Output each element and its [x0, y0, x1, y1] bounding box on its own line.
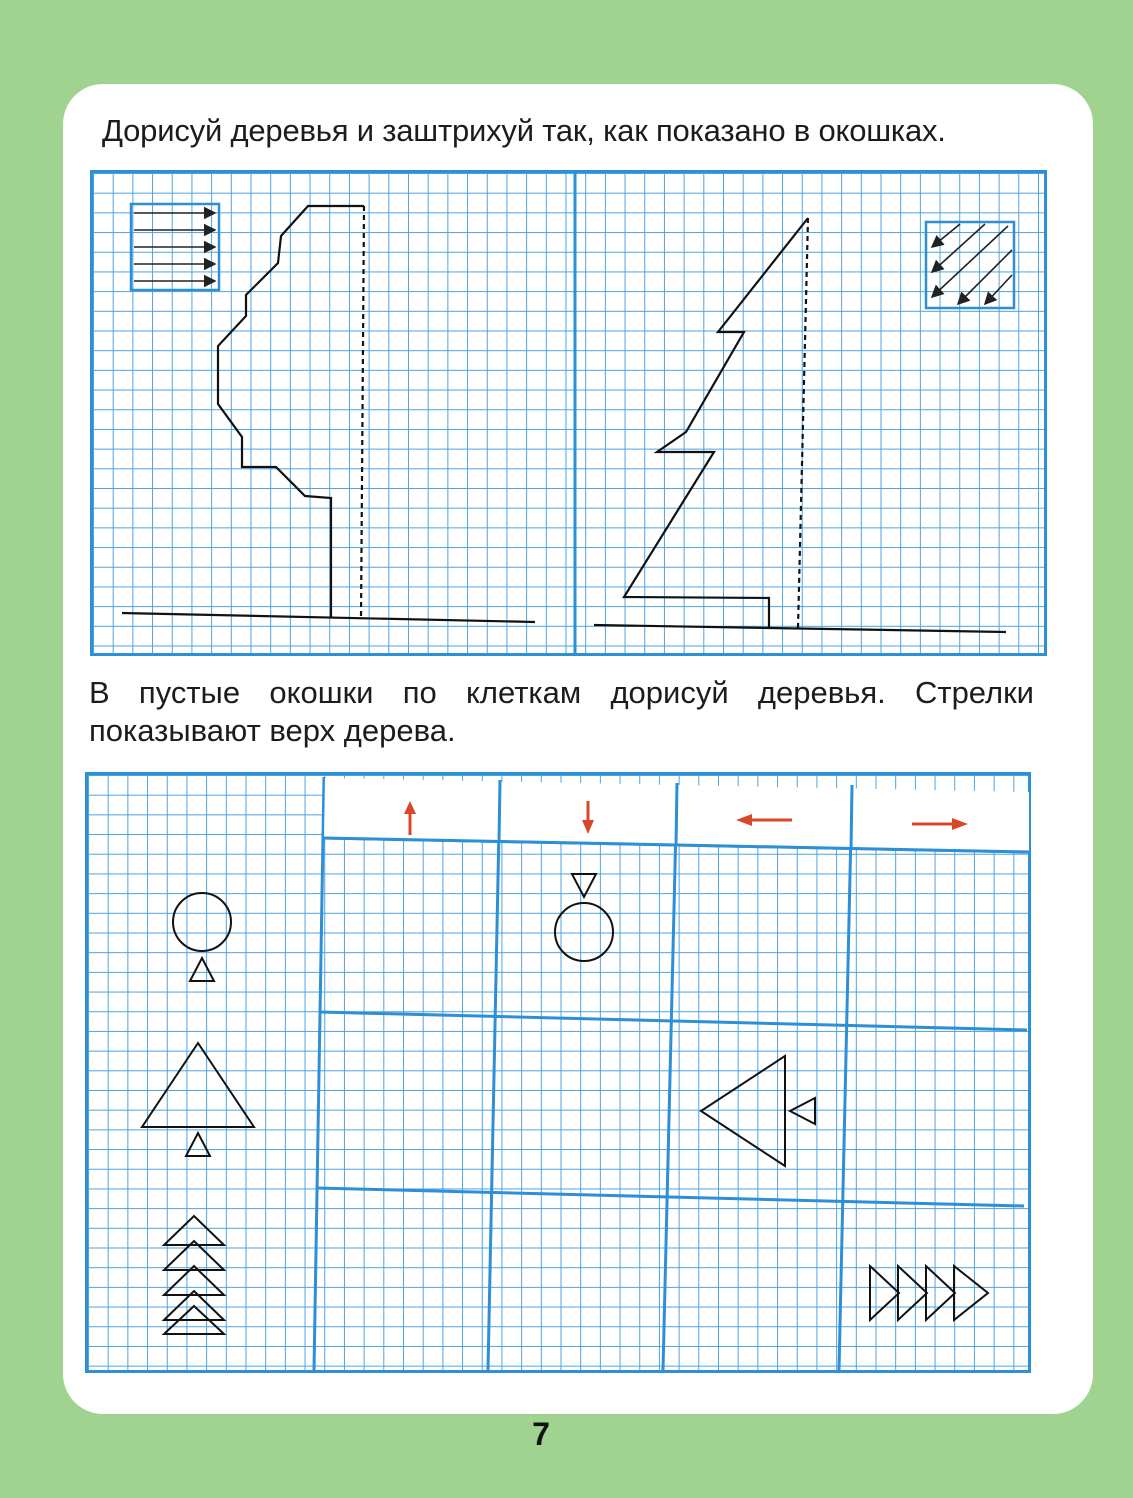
- layered-tree-sample: [164, 1216, 224, 1334]
- right-ground-line: [594, 625, 1006, 632]
- right-tree-axis: [798, 218, 808, 628]
- bottom-panel-dividers: [314, 777, 1030, 1370]
- page-number: 7: [532, 1416, 550, 1452]
- instruction-task-2: В пустые окошки по клеткам дорисуй деревья. Стрелки показывают верх дерева.: [89, 675, 1034, 748]
- triangle-tree-left: [701, 1056, 815, 1166]
- round-tree-upside-down: [555, 874, 613, 961]
- left-ground-line: [122, 613, 535, 622]
- arrow-header-cells: [324, 778, 1030, 852]
- triangle-tree-sample: [142, 1043, 254, 1156]
- left-tree-axis: [361, 206, 364, 618]
- hatch-sample-diagonal: [926, 222, 1014, 308]
- layered-tree-right: [870, 1266, 988, 1320]
- round-tree-sample: [173, 893, 231, 981]
- hatch-sample-horizontal: [131, 204, 219, 290]
- right-tree-outline: [594, 218, 1006, 632]
- left-tree-outline: [122, 206, 535, 622]
- instruction-task-1: Дорисуй деревья и заштрихуй так, как показано в окошках.: [102, 113, 946, 148]
